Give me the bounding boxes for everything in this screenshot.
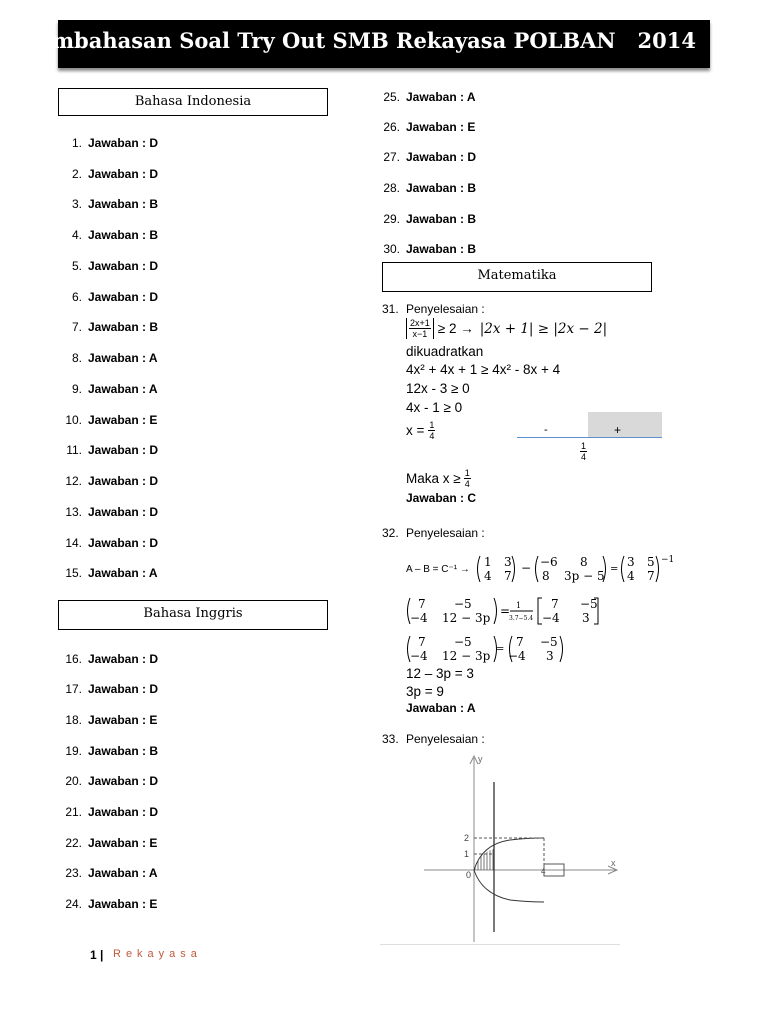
paren-right bbox=[512, 556, 515, 582]
item-number: 17. bbox=[65, 682, 82, 696]
section-matematika: Matematika bbox=[382, 262, 652, 292]
item-answer: Jawaban : D bbox=[88, 774, 159, 788]
item-answer: Jawaban : B bbox=[88, 320, 159, 334]
equals-op: = bbox=[610, 564, 619, 575]
item-answer: Jawaban : D bbox=[88, 259, 159, 273]
step-text: 4x - 1 ≥ 0 bbox=[406, 400, 463, 415]
matrix-cell: 7 bbox=[647, 569, 655, 583]
item-number: 20. bbox=[65, 774, 82, 788]
matrix-cell: 8 bbox=[580, 555, 588, 569]
item-number: 26. bbox=[383, 120, 400, 134]
item-answer: Jawaban : A bbox=[406, 90, 476, 104]
item-answer: Jawaban : B bbox=[406, 181, 477, 195]
fraction-top: 1 bbox=[464, 468, 470, 478]
item-number: 4. bbox=[71, 228, 82, 242]
matrix-cell: 4 bbox=[484, 569, 492, 583]
matrix-cell: −4 bbox=[410, 649, 428, 663]
curve-lower bbox=[474, 870, 544, 902]
step-text: 12x - 3 ≥ 0 bbox=[406, 381, 470, 396]
equals-op: = bbox=[496, 644, 505, 655]
item-number: 12. bbox=[65, 474, 82, 488]
item-answer: Jawaban : D bbox=[88, 136, 159, 150]
item-number: 23. bbox=[65, 866, 82, 880]
x-value bbox=[406, 420, 435, 441]
item-answer: Jawaban : D bbox=[88, 505, 159, 519]
matrix-cell: 12 − 3p bbox=[442, 611, 491, 625]
footer-rule bbox=[380, 944, 620, 945]
question-number: 31. bbox=[382, 302, 399, 316]
paren-left bbox=[478, 556, 481, 582]
item-answer: Jawaban : D bbox=[88, 290, 159, 304]
matrix-cell: 7 bbox=[504, 569, 512, 583]
page-title: Pembahasan Soal Try Out SMB Rekayasa POLBAN 2014 bbox=[23, 28, 696, 53]
item-number: 15. bbox=[65, 566, 82, 580]
item-number: 8. bbox=[71, 351, 82, 365]
item-answer: Jawaban : E bbox=[406, 120, 476, 134]
question-number: 33. bbox=[382, 732, 399, 746]
item-number: 18. bbox=[65, 713, 82, 727]
item-answer: Jawaban : D bbox=[88, 652, 159, 666]
section-bahasa-indonesia: Bahasa Indonesia bbox=[58, 88, 328, 116]
tick-label: 4 bbox=[541, 867, 546, 876]
conclusion bbox=[406, 468, 471, 489]
item-number: 30. bbox=[383, 242, 400, 256]
fraction-bottom: x−1 bbox=[412, 329, 428, 339]
item-number: 27. bbox=[383, 150, 400, 164]
matrix-cell: 3p − 5 bbox=[564, 569, 605, 583]
item-answer: Jawaban : E bbox=[88, 897, 158, 911]
matrix-cell: 7 bbox=[551, 597, 559, 611]
fraction-bottom: 4 bbox=[581, 452, 587, 462]
minus-sign: - bbox=[544, 424, 548, 436]
matrix-cell: 3 bbox=[627, 555, 635, 569]
item-answer: Jawaban : B bbox=[88, 744, 159, 758]
matrix-cell: 3 bbox=[546, 649, 554, 663]
item-answer: Jawaban : B bbox=[88, 228, 159, 242]
matrix-cell: −5 bbox=[580, 597, 598, 611]
y-axis-label: y bbox=[478, 754, 483, 764]
matrix-cell: 7 bbox=[418, 635, 426, 649]
item-answer: Jawaban : E bbox=[88, 836, 158, 850]
item-number: 28. bbox=[383, 181, 400, 195]
x-eq-label: x = bbox=[406, 423, 425, 438]
item-number: 11. bbox=[66, 443, 82, 457]
item-number: 5. bbox=[71, 259, 82, 273]
fraction-top: 1 bbox=[516, 601, 522, 610]
item-number: 13. bbox=[65, 505, 82, 519]
item-number: 22. bbox=[65, 836, 82, 850]
matrix-cell: −5 bbox=[454, 635, 472, 649]
equals-op: = bbox=[500, 604, 511, 618]
item-answer: Jawaban : A bbox=[88, 566, 158, 580]
inverse-exponent: −1 bbox=[661, 555, 675, 565]
answer-text: Jawaban : C bbox=[406, 491, 477, 505]
matrix-cell: 12 − 3p bbox=[442, 649, 491, 663]
item-answer: Jawaban : E bbox=[88, 413, 158, 427]
question-number: 32. bbox=[382, 526, 399, 540]
item-number: 21. bbox=[65, 805, 82, 819]
item-number: 2. bbox=[71, 167, 82, 181]
number-line bbox=[517, 437, 662, 438]
maka-text: Maka x ≥ bbox=[406, 471, 461, 486]
step-text: 4x² + 4x + 1 ≥ 4x² - 8x + 4 bbox=[406, 362, 561, 377]
paren-left bbox=[622, 556, 625, 582]
paren-right bbox=[560, 636, 563, 662]
x-axis-label: x bbox=[611, 858, 616, 868]
solution-label: Penyelesaian : bbox=[406, 526, 485, 540]
step-text: dikuadratkan bbox=[406, 344, 484, 359]
item-answer: Jawaban : D bbox=[406, 150, 477, 164]
item-number: 6. bbox=[71, 290, 82, 304]
equation-prefix: A – B = C⁻¹ → bbox=[406, 564, 470, 575]
item-answer: Jawaban : E bbox=[88, 713, 158, 727]
abs-fraction bbox=[406, 318, 434, 339]
matrix-cell: −5 bbox=[540, 635, 558, 649]
matrix-cell: 4 bbox=[627, 569, 635, 583]
item-number: 3. bbox=[71, 197, 82, 211]
matrix-cell: 3 bbox=[582, 611, 590, 625]
fraction-bottom: 4 bbox=[464, 479, 470, 489]
page-number: 1 | bbox=[90, 948, 104, 962]
matrix-cell: 7 bbox=[418, 597, 426, 611]
matrix-cell: −4 bbox=[410, 611, 428, 625]
fraction-bottom: 3.7−5.4 bbox=[509, 615, 534, 622]
plus-sign: + bbox=[614, 423, 622, 437]
item-number: 24. bbox=[65, 897, 82, 911]
abs-form: |2x + 1| ≥ |2x − 2| bbox=[479, 320, 608, 337]
item-answer: Jawaban : D bbox=[88, 682, 159, 696]
step-text: 12 – 3p = 3 bbox=[406, 666, 474, 681]
paren-right bbox=[494, 598, 497, 624]
matrix-cell: −6 bbox=[540, 555, 558, 569]
abs-inequality bbox=[406, 318, 607, 339]
item-number: 25. bbox=[383, 90, 400, 104]
item-number: 14. bbox=[65, 536, 82, 550]
item-number: 7. bbox=[71, 320, 82, 334]
fraction-bottom: 4 bbox=[429, 431, 435, 441]
matrix-cell: 5 bbox=[647, 555, 655, 569]
inequality-text: ≥ 2 → bbox=[437, 321, 474, 336]
area-graph bbox=[420, 752, 625, 947]
matrix-cell: 1 bbox=[484, 555, 492, 569]
footer-text: Rekayasa bbox=[113, 948, 202, 960]
fraction-top: 1 bbox=[581, 441, 587, 451]
section-bahasa-inggris: Bahasa Inggris bbox=[58, 600, 328, 630]
item-number: 29. bbox=[383, 212, 400, 226]
positive-region bbox=[588, 412, 662, 437]
paren-right bbox=[656, 556, 659, 582]
item-answer: Jawaban : B bbox=[88, 197, 159, 211]
matrix-cell: 3 bbox=[504, 555, 512, 569]
matrix-cell: −4 bbox=[508, 649, 526, 663]
item-number: 16. bbox=[65, 652, 82, 666]
matrix-cell: 7 bbox=[516, 635, 524, 649]
item-answer: Jawaban : D bbox=[88, 474, 159, 488]
step-text: 3p = 9 bbox=[406, 684, 444, 699]
matrix-cell: −4 bbox=[542, 611, 560, 625]
item-answer: Jawaban : D bbox=[88, 805, 159, 819]
answer-text: Jawaban : A bbox=[406, 701, 476, 715]
fraction-top: 1 bbox=[429, 420, 435, 430]
item-answer: Jawaban : D bbox=[88, 443, 159, 457]
header-bar bbox=[23, 20, 710, 68]
item-answer: Jawaban : B bbox=[406, 212, 477, 226]
item-number: 9. bbox=[71, 382, 82, 396]
item-answer: Jawaban : A bbox=[88, 382, 158, 396]
item-answer: Jawaban : D bbox=[88, 536, 159, 550]
solution-label: Penyelesaian : bbox=[406, 302, 485, 316]
fraction-top: 2x+1 bbox=[410, 318, 430, 328]
item-number: 10. bbox=[65, 413, 82, 427]
item-answer: Jawaban : B bbox=[406, 242, 477, 256]
item-answer: Jawaban : A bbox=[88, 351, 158, 365]
tick-label: 0 bbox=[466, 870, 472, 880]
tick-label: 1 bbox=[464, 849, 470, 859]
solution-label: Penyelesaian : bbox=[406, 732, 485, 746]
paren-left bbox=[536, 556, 539, 582]
matrix-cell: −5 bbox=[454, 597, 472, 611]
tick-label: 2 bbox=[464, 833, 470, 843]
item-answer: Jawaban : A bbox=[88, 866, 158, 880]
item-number: 19. bbox=[65, 744, 82, 758]
item-answer: Jawaban : D bbox=[88, 167, 159, 181]
minus-op: − bbox=[521, 561, 532, 575]
item-number: 1. bbox=[71, 136, 82, 150]
matrix-cell: 8 bbox=[542, 569, 550, 583]
